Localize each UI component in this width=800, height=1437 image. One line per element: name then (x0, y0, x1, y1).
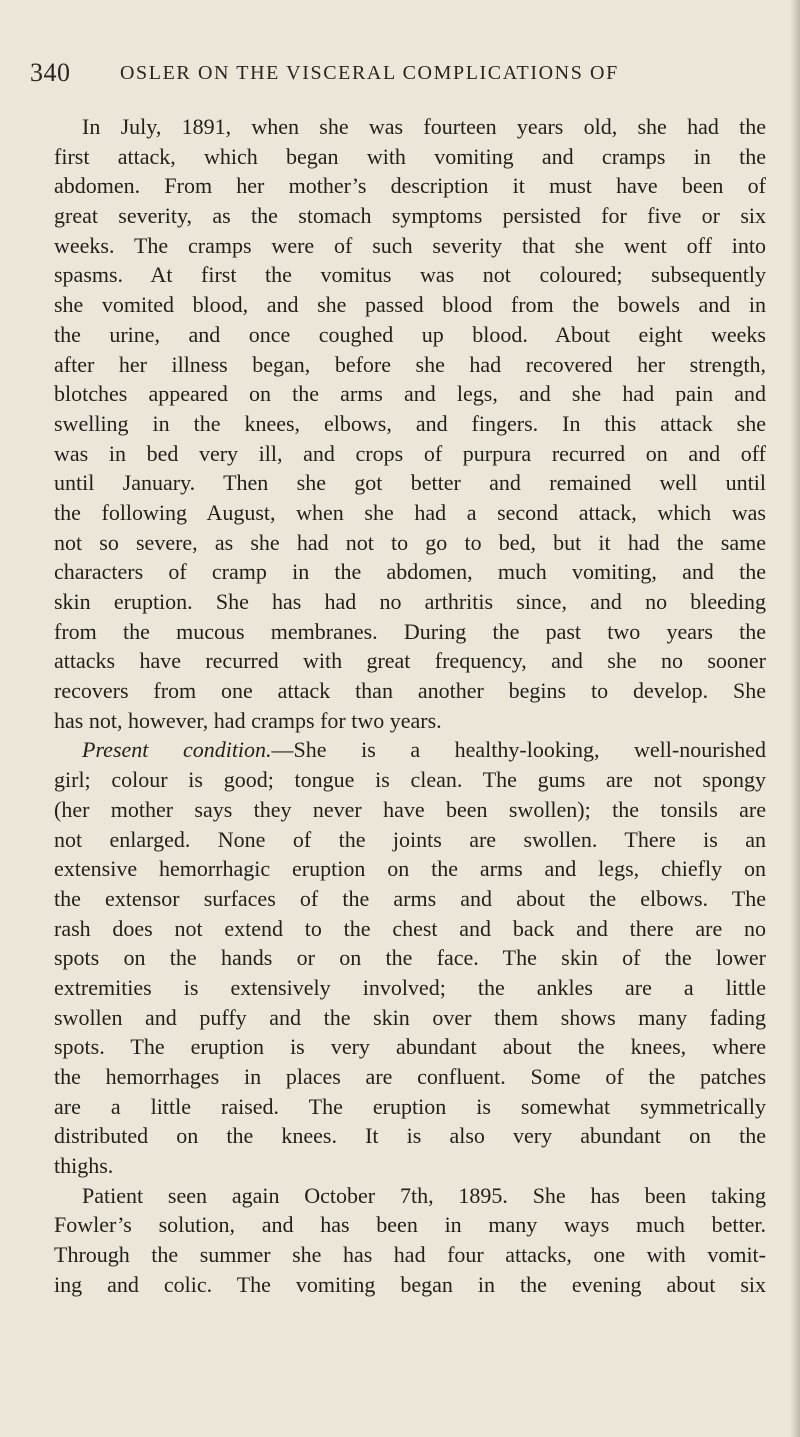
text-line: skin eruption. She has had no arthritis since, and no bleeding (54, 589, 766, 614)
text-line: swollen and puffy and the skin over them shows many fading (54, 1004, 766, 1030)
text-line: spots. The eruption is very abundant about the knees, where (54, 1034, 766, 1060)
text-line: distributed on the knees. It is also very abundant on the (54, 1123, 766, 1149)
text-line: great severity, as the stomach symptoms persisted for five or six (54, 203, 766, 229)
page-edge-shadow (790, 0, 800, 1437)
text-line: first attack, which began with vomiting and cramps in the (54, 143, 766, 169)
body-text (54, 112, 766, 1300)
text-line: abdomen. From her mother’s description it must have been of (54, 173, 766, 199)
text-line (54, 735, 766, 765)
text-line: after her illness began, before she had recovered her strength, (54, 351, 766, 377)
text-line: Patient seen again October 7th, 1895. She has been taking (82, 1182, 766, 1208)
page-number: 340 (30, 58, 71, 87)
page-header (30, 58, 770, 88)
text-line: thighs. (54, 1153, 114, 1179)
text-line: the hemorrhages in places are confluent. Some of the patches (54, 1064, 766, 1089)
text-line: characters of cramp in the abdomen, much vomiting, and the (54, 559, 766, 585)
text-line: swelling in the knees, elbows, and fingers. In this attack she (54, 410, 766, 436)
text-line: recovers from one attack than another begins to develop. She (54, 678, 766, 704)
text-line: until January. Then she got better and remained well until (54, 470, 766, 496)
text-line: the extensor surfaces of the arms and about the elbows. The (54, 885, 766, 911)
text-line: spots on the hands or on the face. The skin of the lower (54, 945, 766, 971)
section-heading-present-condition: Present condition. (82, 737, 272, 763)
text-line: ing and colic. The vomiting began in the evening about six (54, 1271, 766, 1297)
text-line: spasms. At first the vomitus was not coloured; subsequently (54, 262, 766, 288)
text-line: rash does not extend to the chest and back and there are no (54, 915, 766, 941)
text-line: not so severe, as she had not to go to bed, but it had the same (54, 529, 766, 555)
text-line: Fowler’s solution, and has been in many ways much better. (54, 1212, 766, 1238)
text-line: from the mucous membranes. During the past two years the (54, 618, 766, 644)
running-head: OSLER ON THE VISCERAL COMPLICATIONS OF (120, 62, 619, 84)
text-line: has not, however, had cramps for two years. (54, 707, 442, 733)
text-line: the urine, and once coughed up blood. About eight weeks (54, 321, 766, 347)
text-run: —She is a healthy-looking, well-nourished (271, 737, 766, 763)
text-line: attacks have recurred with great frequency, and she no sooner (54, 648, 766, 674)
text-line: blotches appeared on the arms and legs, and she had pain and (54, 381, 766, 407)
text-line: are a little raised. The eruption is somewhat symmetrically (54, 1093, 766, 1119)
text-line: extensive hemorrhagic eruption on the arms and legs, chiefly on (54, 856, 766, 882)
text-line: was in bed very ill, and crops of purpura recurred on and off (54, 440, 766, 466)
text-line: weeks. The cramps were of such severity that she went off into (54, 232, 766, 258)
text-line: In July, 1891, when she was fourteen years old, she had the (82, 114, 766, 139)
text-line: girl; colour is good; tongue is clean. The gums are not spongy (54, 767, 766, 793)
text-line: not enlarged. None of the joints are swollen. There is an (54, 826, 766, 852)
text-line: (her mother says they never have been swollen); the tonsils are (54, 796, 766, 822)
text-line: she vomited blood, and she passed blood from the bowels and in (54, 292, 766, 318)
text-line: the following August, when she had a second attack, which was (54, 499, 766, 525)
text-line: Through the summer she has had four attacks, one with vomit- (54, 1242, 766, 1268)
text-line: extremities is extensively involved; the ankles are a little (54, 974, 766, 1000)
